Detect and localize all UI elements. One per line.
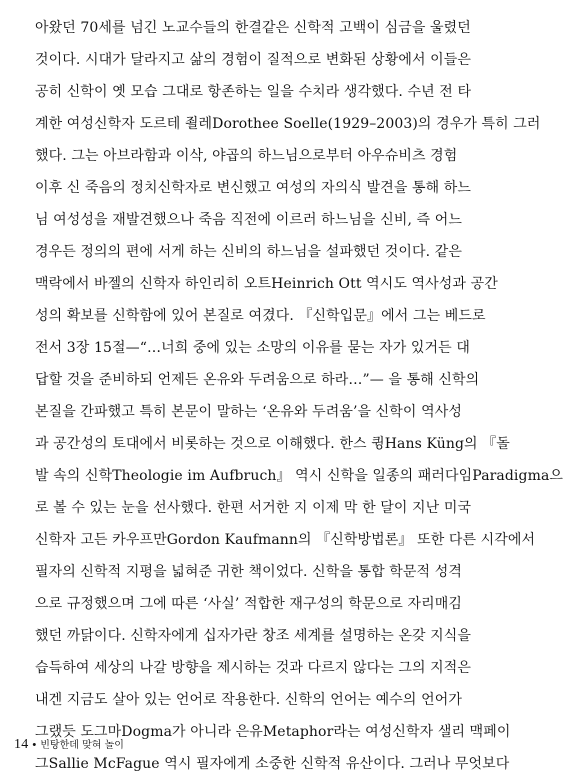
text-line: 맥락에서 바젤의 신학자 하인리히 오트Heinrich Ott 역시도 역사성과 공간 — [35, 276, 498, 292]
text-line: 그랬듯 도그마Dogma가 아니라 은유Metaphor라는 여성신학자 샐리 맥페이 — [35, 724, 511, 740]
text-line: 이후 신 죽음의 정치신학자로 변신했고 여성의 자의식 발견을 통해 하느 — [35, 180, 472, 196]
text-line: 습득하여 세상의 나갈 방향을 제시하는 것과 다르지 않다는 그의 지적은 — [35, 660, 472, 676]
text-line: 신학자 고든 카우프만Gordon Kaufmann의 『신학방법론』 또한 다른 시각에서 — [35, 532, 536, 548]
text-line: 경우든 정의의 편에 서게 하는 신비의 하느님을 설파했던 것이다. 같은 — [35, 244, 462, 260]
text-line: 로 볼 수 있는 눈을 선사했다. 한편 서거한 지 이제 막 한 달이 지난 미국 — [35, 500, 472, 516]
text-line: 전서 3장 15절—“…너희 중에 있는 소망의 이유를 묻는 자가 있거든 대 — [35, 340, 470, 356]
text-line: 발 속의 신학Theologie im Aufbruch』 역시 신학을 일종의 패러다임Paradigma으 — [35, 468, 563, 484]
text-line: 님 여성성을 재발견했으나 죽음 직전에 이르러 하느님을 신비, 즉 어느 — [35, 212, 462, 228]
page-footer — [14, 733, 124, 753]
text-line: 계한 여성신학자 도르테 죌레Dorothee Soelle(1929–2003)의 경우가 특히 그러 — [35, 116, 541, 132]
text-line: 그Sallie McFague 역시 필자에게 소중한 신학적 유산이다. 그러나 무엇보다 — [35, 756, 510, 772]
text-line: 했다. 그는 아브라함과 이삭, 야곱의 하느님으로부터 아우슈비츠 경험 — [35, 148, 458, 164]
body-text — [35, 12, 563, 780]
footer-separator: • — [32, 739, 37, 751]
text-line: 답할 것을 준비하되 언제든 온유와 두려움으로 하라…”— 을 통해 신학의 — [35, 372, 480, 388]
page-number: 14 — [14, 737, 29, 752]
text-line: 내겐 지금도 살아 있는 언어로 작용한다. 신학의 언어는 예수의 언어가 — [35, 692, 462, 708]
text-line: 본질을 간파했고 특히 본문이 말하는 ‘온유와 두려움’을 신학이 역사성 — [35, 404, 462, 420]
text-line: 성의 확보를 신학함에 있어 본질로 여겼다. 『신학입문』에서 그는 베드로 — [35, 308, 486, 324]
text-line: 으로 규정했으며 그에 따른 ‘사실’ 적합한 재구성의 학문으로 자리매김 — [35, 596, 462, 612]
text-line: 필자의 신학적 지평을 넓혀준 귀한 책이었다. 신학을 통합 학문적 성격 — [35, 564, 462, 580]
text-line: 것이다. 시대가 달라지고 삶의 경험이 질적으로 변화된 상황에서 이들은 — [35, 52, 472, 68]
text-line: 했던 까닭이다. 신학자에게 십자가란 창조 세계를 설명하는 온갖 지식을 — [35, 628, 472, 644]
text-line: 과 공간성의 토대에서 비롯하는 것으로 이해했다. 한스 큉Hans Küng의 『돌 — [35, 436, 510, 452]
text-line: 공히 신학이 옛 모습 그대로 항존하는 일을 수치라 생각했다. 수년 전 타 — [35, 84, 472, 100]
text-line: 아왔던 70세를 넘긴 노교수들의 한결같은 신학적 고백이 심금을 울렸던 — [35, 20, 471, 36]
running-title: 빈탕한데 맞혀 놀이 — [40, 740, 124, 751]
